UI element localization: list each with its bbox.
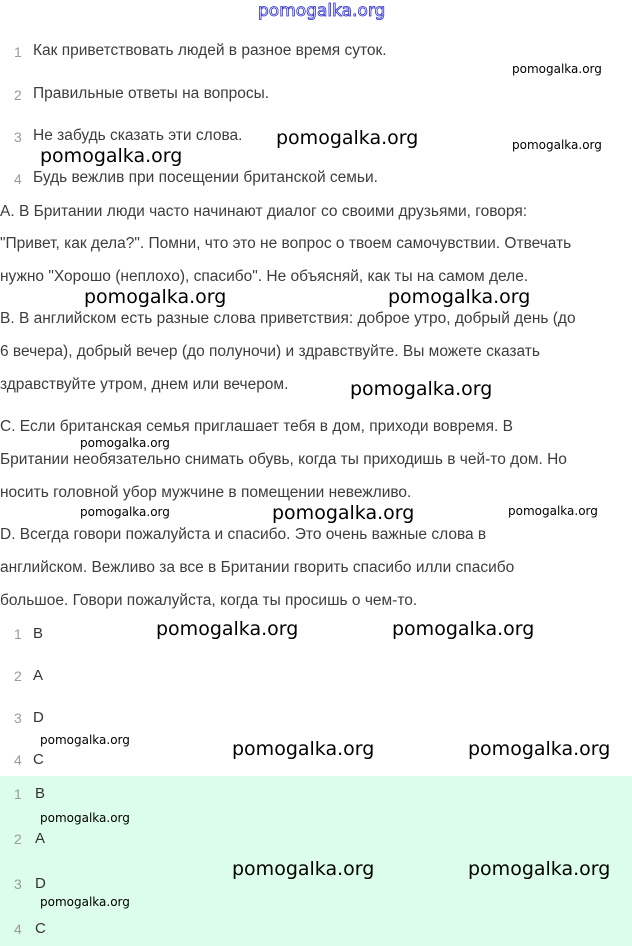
watermark: pomogalka.org (232, 738, 375, 760)
paragraph-line: "Привет, как дела?". Помни, что это не вопрос о твоем самочувствии. Отвечать (0, 235, 572, 252)
highlighted-answer-number: 2 (14, 831, 22, 847)
watermark: pomogalka.org (40, 733, 130, 747)
highlighted-answer-letter: C (35, 920, 46, 937)
heading-number: 2 (14, 87, 22, 103)
answer-number: 3 (14, 710, 22, 726)
paragraph-line: нужно "Хорошо (неплохо), спасибо". Не объясняй, как ты на самом деле. (0, 268, 529, 285)
watermark: pomogalka.org (392, 618, 535, 640)
watermark: pomogalka.org (512, 62, 602, 76)
watermark: pomogalka.org (80, 436, 170, 450)
answer-letter: D (33, 709, 44, 726)
highlighted-answer-letter: D (35, 875, 46, 892)
watermark: pomogalka.org (272, 502, 415, 524)
highlighted-answer-number: 4 (14, 921, 22, 937)
watermark: pomogalka.org (232, 858, 375, 880)
paragraph-line: большое. Говори пожалуйста, когда ты просишь о чем-то. (0, 592, 418, 609)
answer-number: 2 (14, 668, 22, 684)
highlighted-answer-letter: A (35, 830, 46, 847)
paragraph-line: носить головной убор мужчине в помещении невежливо. (0, 484, 412, 501)
heading-text: Будь вежлив при посещении британской семьи. (33, 169, 378, 186)
answer-number: 4 (14, 752, 22, 768)
answer-letter: C (33, 751, 44, 768)
heading-number: 1 (14, 44, 22, 60)
heading-text: Не забудь сказать эти слова. (33, 127, 243, 144)
highlighted-answer-number: 3 (14, 876, 22, 892)
paragraph-line: C. Если британская семья приглашает тебя в дом, приходи вовремя. В (0, 418, 513, 435)
paragraph-line: D. Всегда говори пожалуйста и спасибо. Это очень важные слова в (0, 526, 487, 543)
watermark: pomogalka.org (80, 505, 170, 519)
answer-letter: B (33, 625, 44, 642)
watermark: pomogalka.org (350, 378, 493, 400)
paragraph-line: английском. Вежливо за все в Британии гворить спасибо илли спасибо (0, 559, 515, 576)
watermark: pomogalka.org (468, 858, 611, 880)
watermark: pomogalka.org (40, 895, 130, 909)
paragraph-line: B. В английском есть разные слова приветствия: доброе утро, добрый день (до (0, 310, 576, 327)
highlighted-answer-letter: B (35, 785, 46, 802)
paragraph-line: 6 вечера), добрый вечер (до полуночи) и здравствуйте. Вы можете сказать (0, 343, 540, 360)
answer-number: 1 (14, 626, 22, 642)
watermark: pomogalka.org (276, 127, 419, 149)
heading-number: 4 (14, 171, 22, 187)
watermark: pomogalka.org (468, 738, 611, 760)
watermark: pomogalka.org (40, 145, 183, 167)
paragraph-line: Британии необязательно снимать обувь, когда ты приходишь в чей-то дом. Но (0, 451, 567, 468)
heading-text: Правильные ответы на вопросы. (33, 85, 270, 102)
watermark-header: pomogalka.org (258, 1, 386, 21)
watermark: pomogalka.org (84, 286, 227, 308)
heading-number: 3 (14, 129, 22, 145)
highlighted-answer-number: 1 (14, 786, 22, 802)
watermark: pomogalka.org (512, 138, 602, 152)
watermark: pomogalka.org (156, 618, 299, 640)
paragraph-line: здравствуйте утром, днем или вечером. (0, 376, 289, 393)
heading-text: Как приветствовать людей в разное время суток. (33, 42, 387, 59)
watermark: pomogalka.org (40, 811, 130, 825)
watermark: pomogalka.org (388, 286, 531, 308)
paragraph-line: A. В Британии люди часто начинают диалог со своими друзьями, говоря: (0, 203, 528, 220)
answer-letter: A (33, 667, 44, 684)
watermark: pomogalka.org (508, 504, 598, 518)
